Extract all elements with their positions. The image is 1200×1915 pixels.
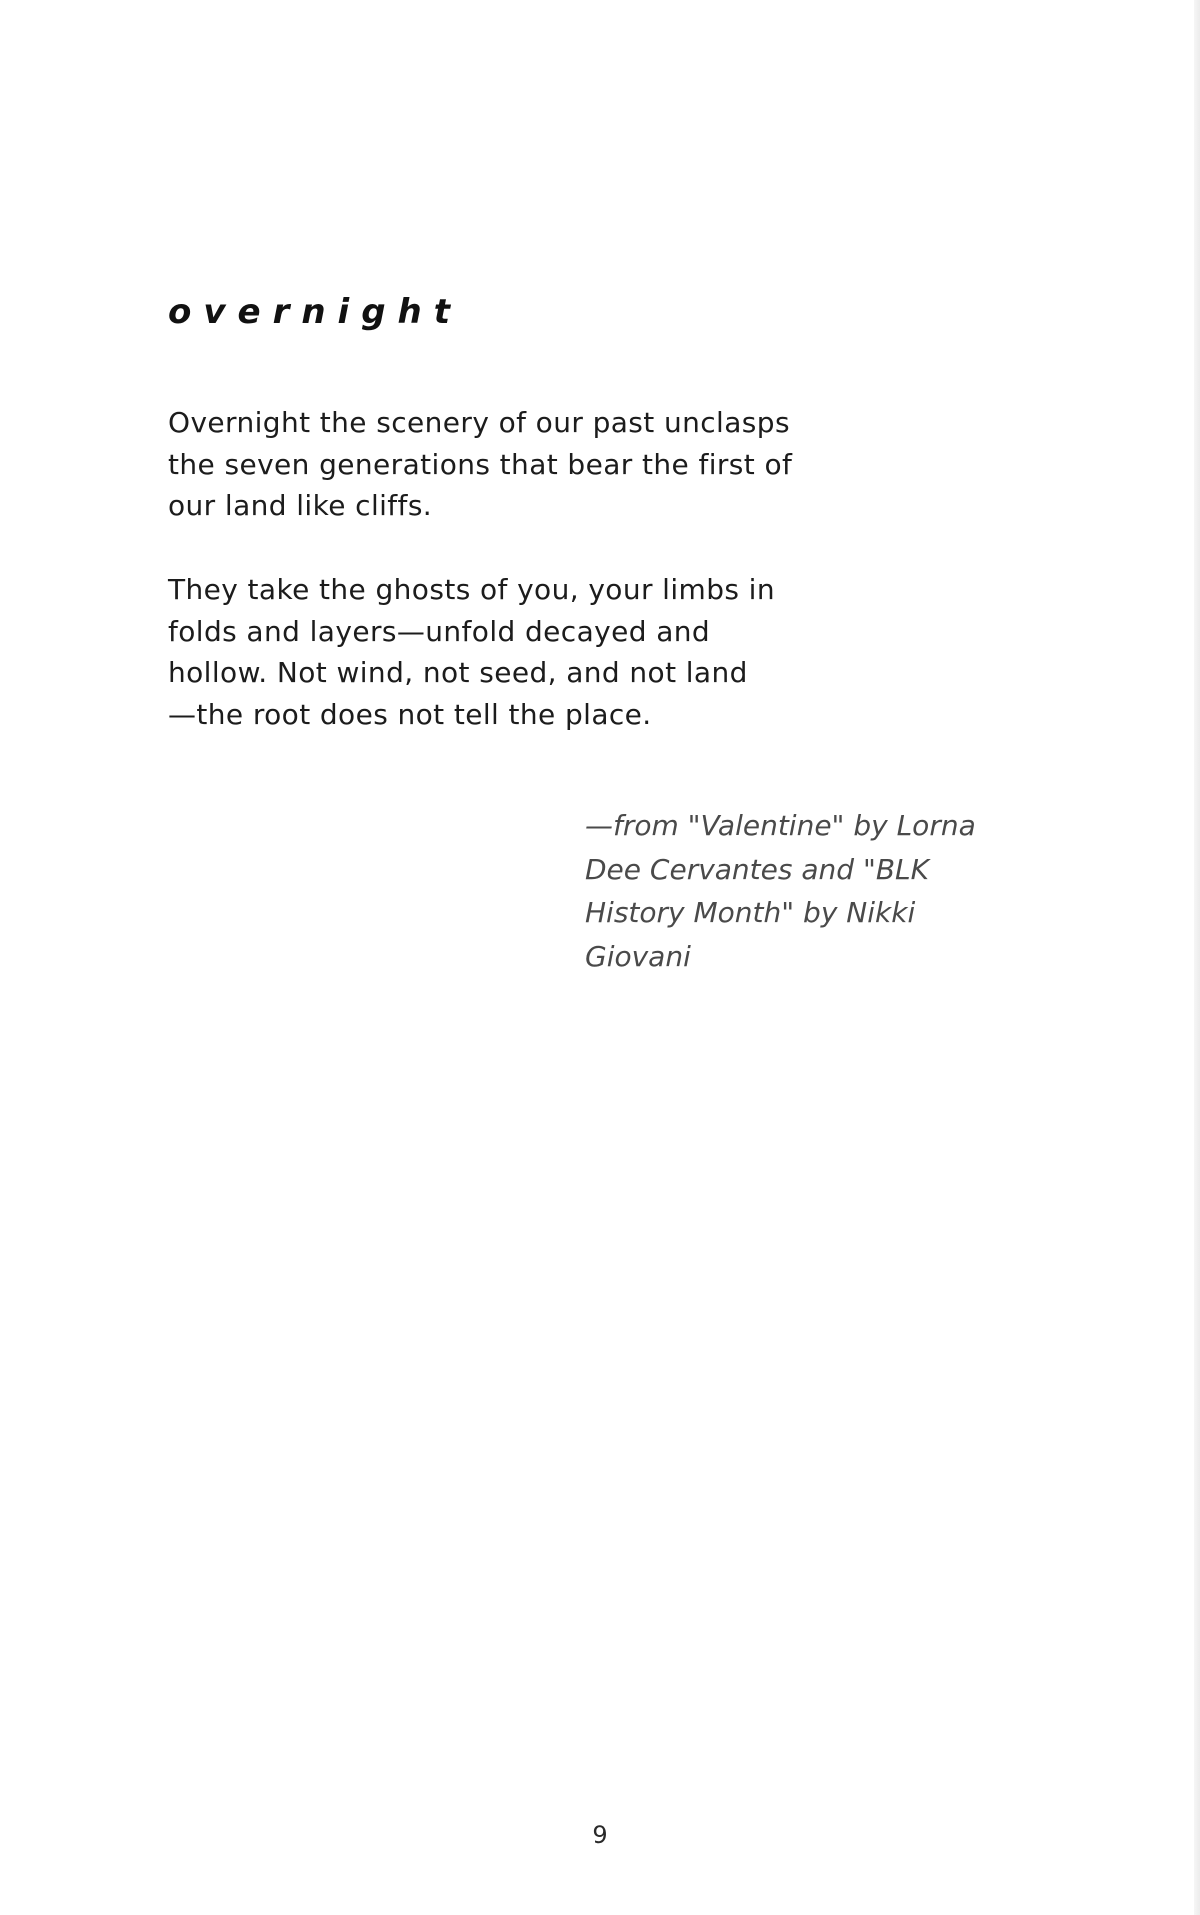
poem-line: our land like cliffs. [168,489,433,522]
poem-line: folds and layers—unfold decayed and [168,614,711,648]
page-edge-shadow [1194,0,1200,1915]
page-number: 9 [592,1821,608,1849]
poem-line: Overnight the scenery of our past unclasps [168,406,790,439]
poem-title: overnight [168,292,463,332]
stanza-2 [168,569,828,735]
poem-line: the seven generations that bear the first of [168,447,793,481]
poem-line: —the root does not tell the place. [168,697,652,731]
attribution [585,804,1025,978]
attribution-line: Dee Cervantes and "BLK [585,852,929,886]
poem-line: hollow. Not wind, not seed, and not land [168,656,748,689]
poem-line: They take the ghosts of you, your limbs in [168,573,776,606]
attribution-line: —from "Valentine" by Lorna [585,809,976,842]
attribution-line: Giovani [585,939,691,973]
attribution-line: History Month" by Nikki [585,896,916,929]
stanza-1 [168,402,828,527]
